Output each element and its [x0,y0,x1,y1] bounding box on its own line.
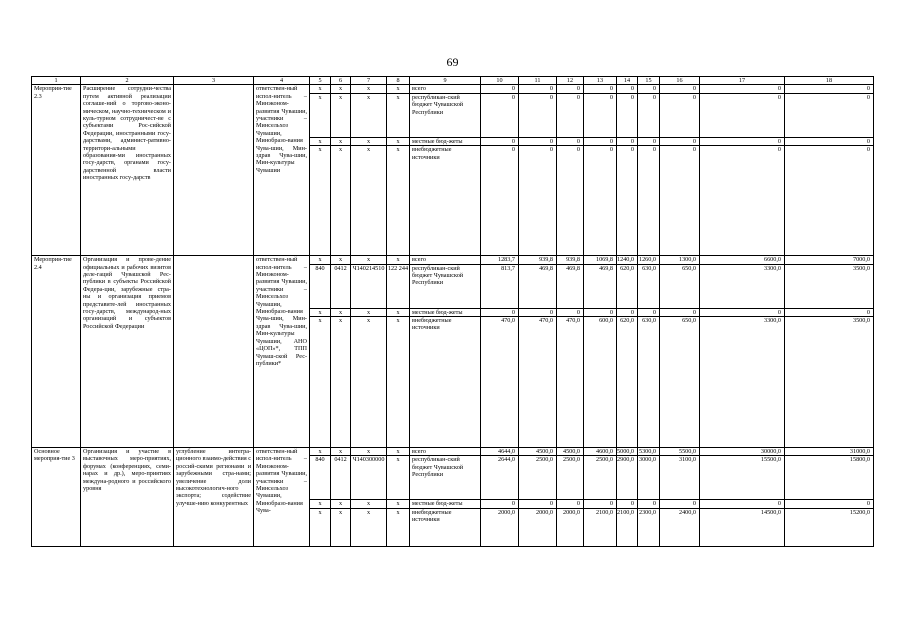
budget-code-cell: x [387,308,410,316]
amount-cell: 2100,0 [617,508,638,546]
page-number: 69 [446,55,459,69]
amount-cell: 620,0 [617,264,638,308]
column-header: 16 [660,77,700,85]
table-row [32,448,874,456]
budget-code-cell: x [331,508,351,546]
budget-code-cell: x [310,85,331,93]
amount-cell: 0 [700,85,785,93]
funding-source: местные бюд-жеты [410,500,481,508]
column-header: 13 [584,77,617,85]
amount-cell: 2300,0 [638,508,660,546]
amount-cell: 0 [617,137,638,145]
budget-code-cell: x [351,448,387,456]
amount-cell: 813,7 [481,264,519,308]
budget-code-cell: x [331,500,351,508]
amount-cell: 650,0 [660,317,700,448]
budget-code-cell: x [310,308,331,316]
amount-cell: 469,8 [519,264,557,308]
funding-source: всего [410,85,481,93]
budget-code-cell: x [351,508,387,546]
amount-cell: 0 [785,308,874,316]
amount-cell: 0 [557,500,584,508]
amount-cell: 0 [660,500,700,508]
activity-title: Организация и прове-дение официальных и рабочих визитов деле-гаций Чувашской Рес-публики в субъекты Российской Федера-ции, зарубежные стра-ны и организация приемов представите-лей иностранных госу-дарств, международ-ных организаций и субъектов Российской Федерации [81,256,174,448]
amount-cell: 14500,0 [700,508,785,546]
budget-code-cell: x [351,256,387,264]
column-header: 6 [331,77,351,85]
budget-code-cell: x [351,85,387,93]
amount-cell: 0 [660,308,700,316]
amount-cell: 2400,0 [660,508,700,546]
amount-cell: 0 [617,85,638,93]
amount-cell: 0 [481,137,519,145]
budget-code-cell: x [310,508,331,546]
amount-cell: 3300,0 [700,317,785,448]
amount-cell: 5000,0 [617,448,638,456]
amount-cell: 4600,0 [584,448,617,456]
budget-code-cell: x [310,317,331,448]
amount-cell: 0 [660,93,700,137]
activity-title: Расширение сотрудни-чества путем активной реализации соглаше-ний о торгово-эконо-мическом, научно-техническом и куль-турном сотрудничест-ве с субъектами Рос-сийской Федерации, иностранными госу-дарствами, админист-ративно-территори-альными образования-ми иностранных госу-дарств, органами госу-дарственной власти иностранных госу-дарств [81,85,174,256]
funding-source: внебюджетные источники [410,508,481,546]
amount-cell: 0 [519,85,557,93]
budget-code-cell: x [387,146,410,256]
amount-cell: 1069,8 [584,256,617,264]
budget-code-cell: x [351,317,387,448]
amount-cell: 15800,0 [785,456,874,500]
column-header: 4 [254,77,310,85]
amount-cell: 30000,0 [700,448,785,456]
amount-cell: 0 [584,500,617,508]
budget-code-cell: 840 [310,264,331,308]
budget-code-cell: 840 [310,456,331,500]
funding-source: местные бюд-жеты [410,308,481,316]
amount-cell: 0 [481,146,519,256]
amount-cell: 0 [519,308,557,316]
funding-source: внебюджетные источники [410,146,481,256]
budget-code-cell: x [331,448,351,456]
amount-cell: 3000,0 [638,456,660,500]
column-header: 12 [557,77,584,85]
amount-cell: 0 [557,308,584,316]
amount-cell: 0 [617,93,638,137]
budget-code-cell: x [387,317,410,448]
column-header: 11 [519,77,557,85]
activity-goal [174,256,254,448]
amount-cell: 5500,0 [660,448,700,456]
amount-cell: 0 [700,93,785,137]
amount-cell: 0 [481,500,519,508]
budget-code-cell: x [387,137,410,145]
amount-cell: 1240,0 [617,256,638,264]
activity-goal [174,85,254,256]
activity-label: Основное мероприя-тие 3 [32,448,81,547]
amount-cell: 0 [638,500,660,508]
amount-cell: 0 [584,93,617,137]
amount-cell: 4644,0 [481,448,519,456]
budget-code-cell: 122 244 [387,264,410,308]
amount-cell: 0 [638,308,660,316]
amount-cell: 939,8 [519,256,557,264]
budget-code-cell: x [310,146,331,256]
amount-cell: 0 [584,308,617,316]
amount-cell: 2000,0 [557,508,584,546]
amount-cell: 0 [584,146,617,256]
amount-cell: 0 [785,93,874,137]
amount-cell: 1260,0 [638,256,660,264]
amount-cell: 4500,0 [557,448,584,456]
budget-code-cell: x [331,146,351,256]
amount-cell: 0 [638,137,660,145]
amount-cell: 15500,0 [700,456,785,500]
column-header: 1 [32,77,81,85]
column-header: 2 [81,77,174,85]
amount-cell: 0 [617,308,638,316]
amount-cell: 630,0 [638,264,660,308]
table-row [32,85,874,93]
amount-cell: 3500,0 [785,317,874,448]
amount-cell: 0 [519,500,557,508]
amount-cell: 0 [638,146,660,256]
budget-code-cell: x [351,93,387,137]
amount-cell: 630,0 [638,317,660,448]
budget-code-cell: x [310,448,331,456]
budget-code-cell: x [387,500,410,508]
activity-executor: ответствен-ный испол-нитель – Минэконом-развития Чувашии, участники – Минсельхоз Чувашии, Минобразо-вания Чува-шии, Мин-здрав Чува-шии, Мин-культуры Чувашии [254,85,310,256]
amount-cell: 0 [700,308,785,316]
amount-cell: 0 [660,146,700,256]
header-row [32,77,874,85]
funding-source: республикан-ский бюджет Чувашской Республики [410,93,481,137]
amount-cell: 2500,0 [584,456,617,500]
activity-executor: ответствен-ный испол-нитель – Минэконом-развития Чувашии, участники – Минсельхоз Чувашии, Минобразо-вания Чува- [254,448,310,547]
column-header: 9 [410,77,481,85]
amount-cell: 470,0 [481,317,519,448]
amount-cell: 3300,0 [700,264,785,308]
amount-cell: 469,8 [584,264,617,308]
amount-cell: 2100,0 [584,508,617,546]
column-header: 17 [700,77,785,85]
amount-cell: 4500,0 [519,448,557,456]
budget-code-cell: x [351,500,387,508]
amount-cell: 0 [617,500,638,508]
column-header: 15 [638,77,660,85]
amount-cell: 0 [785,146,874,256]
amount-cell: 0 [785,500,874,508]
amount-cell: 0 [660,137,700,145]
amount-cell: 2644,0 [481,456,519,500]
budget-code-cell: x [310,500,331,508]
amount-cell: 2900,0 [617,456,638,500]
amount-cell: 469,8 [557,264,584,308]
budget-code-cell: Ч140300000 [351,456,387,500]
budget-code-cell: x [387,93,410,137]
budget-code-cell: x [387,456,410,500]
activity-goal: углубление интегра-ционного взаимо-действия с россий-скими регионами и зарубежными стра-нами; увеличение доли высокотехнологич-ного экспорта; содействие улучше-нию конкурентных [174,448,254,547]
amount-cell: 15200,0 [785,508,874,546]
budget-code-cell: x [310,137,331,145]
column-header: 10 [481,77,519,85]
activity-title: Организация и участие в выставочных меро-приятиях, форумах (конференциях, семи-нарах и др.), меро-приятиях междуна-родного и российского уровня [81,448,174,547]
amount-cell: 5300,0 [638,448,660,456]
amount-cell: 0 [519,146,557,256]
budget-code-cell: x [331,317,351,448]
funding-source: республикан-ский бюджет Чувашской Республики [410,264,481,308]
amount-cell: 1283,7 [481,256,519,264]
activity-label: Мероприя-тие 2.4 [32,256,81,448]
budget-code-cell: 0412 [331,264,351,308]
amount-cell: 0 [519,137,557,145]
budget-table [31,76,874,547]
amount-cell: 2000,0 [481,508,519,546]
amount-cell: 1300,0 [660,256,700,264]
amount-cell: 0 [519,93,557,137]
column-header: 14 [617,77,638,85]
budget-code-cell: x [387,85,410,93]
amount-cell: 0 [617,146,638,256]
column-header: 7 [351,77,387,85]
budget-code-cell: x [331,256,351,264]
column-header: 8 [387,77,410,85]
activity-executor: ответствен-ный испол-нитель – Минэконом-развития Чувашии, участники – Минсельхоз Чувашии, Минобразо-вания Чува-шии, Мин-здрав Чува-шии, Мин-культуры Чувашии, АНО «ЦОП»*, ТПП Чуваш-ской Рес-публики* [254,256,310,448]
amount-cell: 0 [700,137,785,145]
amount-cell: 0 [638,93,660,137]
funding-source: всего [410,448,481,456]
amount-cell: 3500,0 [785,264,874,308]
budget-code-cell: x [331,308,351,316]
amount-cell: 2000,0 [519,508,557,546]
amount-cell: 650,0 [660,264,700,308]
amount-cell: 0 [584,85,617,93]
amount-cell: 3100,0 [660,456,700,500]
amount-cell: 0 [557,137,584,145]
column-header: 5 [310,77,331,85]
budget-code-cell: x [331,85,351,93]
amount-cell: 0 [700,500,785,508]
amount-cell: 0 [638,85,660,93]
funding-source: местные бюд-жеты [410,137,481,145]
amount-cell: 0 [481,93,519,137]
budget-code-cell: x [310,256,331,264]
budget-code-cell: x [351,146,387,256]
amount-cell: 0 [660,85,700,93]
amount-cell: 0 [481,308,519,316]
amount-cell: 0 [557,85,584,93]
amount-cell: 0 [584,137,617,145]
budget-code-cell: 0412 [331,456,351,500]
budget-code-cell: x [331,137,351,145]
activity-label: Мероприя-тие 2.3 [32,85,81,256]
amount-cell: 620,0 [617,317,638,448]
funding-source: республикан-ский бюджет Чувашской Республики [410,456,481,500]
amount-cell: 31000,0 [785,448,874,456]
amount-cell: 0 [785,85,874,93]
budget-code-cell: x [331,93,351,137]
budget-code-cell: x [387,448,410,456]
budget-code-cell: x [351,308,387,316]
column-header: 3 [174,77,254,85]
amount-cell: 6600,0 [700,256,785,264]
funding-source: внебюджетные источники [410,317,481,448]
amount-cell: 2500,0 [519,456,557,500]
amount-cell: 470,0 [519,317,557,448]
amount-cell: 939,8 [557,256,584,264]
amount-cell: 0 [700,146,785,256]
amount-cell: 0 [785,137,874,145]
amount-cell: 0 [557,146,584,256]
budget-code-cell: x [387,256,410,264]
budget-code-cell: x [351,137,387,145]
amount-cell: 0 [481,85,519,93]
budget-code-cell: x [310,93,331,137]
amount-cell: 0 [557,93,584,137]
amount-cell: 2500,0 [557,456,584,500]
budget-code-cell: x [387,508,410,546]
column-header: 18 [785,77,874,85]
budget-code-cell: Ч140214510 [351,264,387,308]
amount-cell: 470,0 [557,317,584,448]
funding-source: всего [410,256,481,264]
amount-cell: 600,0 [584,317,617,448]
table-row [32,256,874,264]
amount-cell: 7000,0 [785,256,874,264]
